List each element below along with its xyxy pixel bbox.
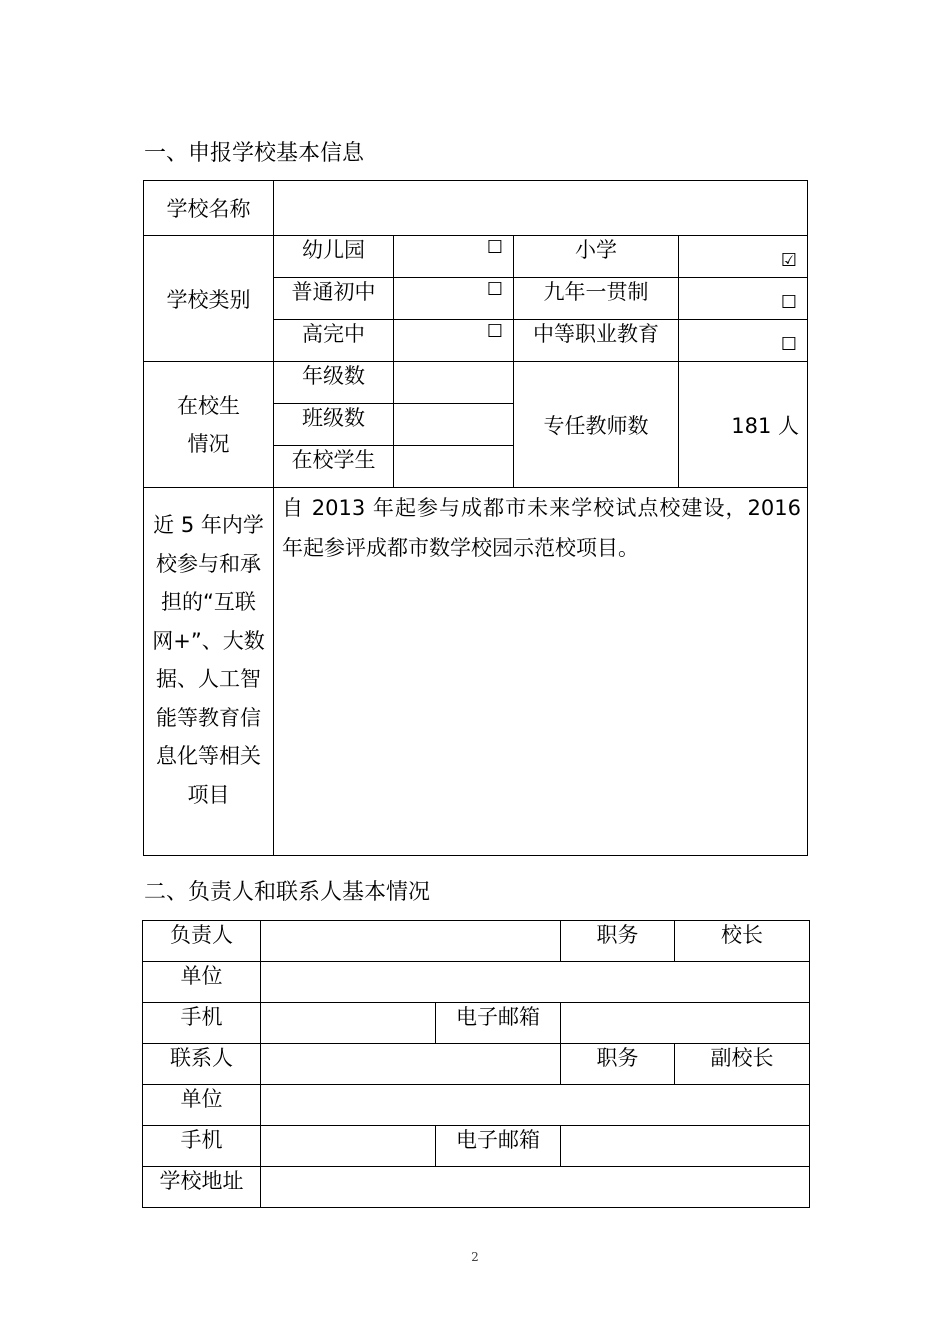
projects-field[interactable] (274, 488, 808, 856)
teacher-count-value[interactable]: 181 人 (679, 362, 808, 488)
contact-label-text: 联系人 (170, 1046, 233, 1070)
email-label-text: 电子邮箱 (456, 1128, 540, 1152)
class-count-field[interactable] (394, 404, 514, 446)
principal-position-value[interactable] (675, 921, 810, 962)
contact-unit-label (143, 1085, 261, 1126)
class-count-label: 班级数 (302, 406, 365, 430)
contact-position-text: 副校长 (710, 1046, 774, 1070)
teacher-count-label: 专任教师数 (514, 362, 679, 488)
phone-label-text: 手机 (180, 1005, 223, 1029)
principal-phone-label (143, 1003, 261, 1044)
category-primary-label: 小学 (575, 238, 617, 262)
projects-text: 自 2013 年起参与成都市未来学校试点校建设，2016年起参评成都市数学校园示范校项目。 (282, 496, 801, 560)
school-name-label: 学校名称 (144, 181, 274, 236)
position-label-text: 职务 (596, 1046, 639, 1070)
checkbox-icon: ☐ (486, 321, 503, 342)
address-label-text: 学校地址 (159, 1169, 244, 1193)
enrollment-label (144, 362, 274, 488)
position-label-text: 职务 (596, 923, 639, 947)
enrollment-label-text: 在校生情况 (177, 393, 240, 456)
category-kindergarten-label: 幼儿园 (302, 238, 365, 262)
category-vocational-checkbox[interactable] (679, 320, 808, 362)
student-count-label: 在校学生 (291, 448, 376, 472)
contact-email-field[interactable] (561, 1126, 810, 1167)
category-nine-year-checkbox[interactable] (679, 278, 808, 320)
category-kindergarten-checkbox[interactable] (394, 236, 514, 278)
category-primary-checkbox[interactable] (679, 236, 808, 278)
projects-label (144, 488, 274, 856)
contact-position-label (561, 1044, 675, 1085)
checkbox-icon: ☐ (486, 237, 503, 258)
section1-title: 一、申报学校基本信息 (144, 141, 365, 166)
contact-phone-label (143, 1126, 261, 1167)
projects-label-text: 近 5 年内学校参与和承担的“互联网+”、大数据、人工智能等教育信息化等相关项目 (152, 513, 265, 807)
checkbox-icon: ☐ (780, 334, 797, 355)
principal-email-label (436, 1003, 561, 1044)
contact-info-table (142, 920, 810, 1208)
principal-label (143, 921, 261, 962)
grade-count-label: 年级数 (302, 364, 365, 388)
category-junior-high-label: 普通初中 (291, 280, 376, 304)
principal-email-field[interactable] (561, 1003, 810, 1044)
contact-phone-field[interactable] (261, 1126, 436, 1167)
school-name-field[interactable] (274, 181, 808, 236)
school-category-label: 学校类别 (144, 236, 274, 362)
section2-title: 二、负责人和联系人基本情况 (144, 880, 431, 905)
unit-label-text: 单位 (180, 1087, 223, 1111)
email-label-text: 电子邮箱 (456, 1005, 540, 1029)
unit-label-text: 单位 (180, 964, 223, 988)
checkbox-icon: ☐ (780, 292, 797, 313)
contact-position-value[interactable] (675, 1044, 810, 1085)
category-senior-high-checkbox[interactable] (394, 320, 514, 362)
school-address-field[interactable] (261, 1167, 810, 1208)
phone-label-text: 手机 (180, 1128, 223, 1152)
checkbox-icon: ☐ (486, 279, 503, 300)
principal-phone-field[interactable] (261, 1003, 436, 1044)
category-junior-high-checkbox[interactable] (394, 278, 514, 320)
principal-unit-field[interactable] (261, 962, 810, 1003)
school-info-table (143, 180, 808, 856)
contact-unit-field[interactable] (261, 1085, 810, 1126)
principal-label-text: 负责人 (170, 923, 233, 947)
principal-position-label (561, 921, 675, 962)
contact-name-field[interactable] (261, 1044, 561, 1085)
principal-name-field[interactable] (261, 921, 561, 962)
school-address-label (143, 1167, 261, 1208)
principal-unit-label (143, 962, 261, 1003)
principal-position-text: 校长 (721, 923, 763, 947)
student-count-field[interactable] (394, 446, 514, 488)
checkbox-checked-icon: ☑ (780, 250, 797, 271)
grade-count-field[interactable] (394, 362, 514, 404)
contact-email-label (436, 1126, 561, 1167)
category-nine-year-label: 九年一贯制 (543, 280, 649, 304)
page-number: 2 (471, 1250, 479, 1264)
category-vocational-label: 中等职业教育 (533, 322, 659, 346)
contact-label (143, 1044, 261, 1085)
category-senior-high-label: 高完中 (302, 322, 365, 346)
